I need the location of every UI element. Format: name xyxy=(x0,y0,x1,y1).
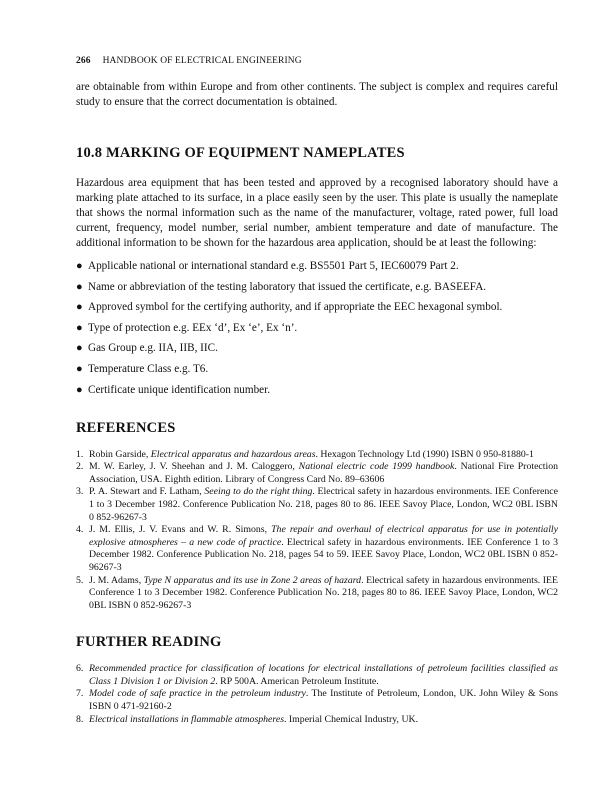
reference-details: . RP 500A. American Petroleum Institute. xyxy=(215,675,379,687)
reference-item xyxy=(76,663,558,688)
reference-number: 4. xyxy=(76,524,84,536)
reference-authors: Robin Garside, xyxy=(89,448,151,460)
reference-authors: P. A. Stewart and F. Latham, xyxy=(89,486,205,498)
references-list xyxy=(76,449,558,613)
reference-item xyxy=(76,461,558,486)
reference-title: The repair and overhaul of electrical apparatus for use in potentially explosive atmospheres – a new code of practice xyxy=(89,524,558,548)
bullet-icon: ● xyxy=(76,280,83,293)
section-paragraph: Hazardous area equipment that has been tested and approved by a recognised laboratory should have a marking plate attached to its surface, in a place easily seen by the user. This plate is usually the nameplate that shows the normal information such as the name of the manufacturer, voltage, rated power, full load current, frequency, model number, serial number, ambient temperature and date of manufacture. The additional information to be shown for the hazardous area application, should be at least the following: xyxy=(76,177,558,249)
list-item xyxy=(76,362,558,377)
reference-title: Type N apparatus and its use in Zone 2 areas of hazard xyxy=(143,574,362,586)
reference-number: 6. xyxy=(76,663,84,675)
list-item xyxy=(76,341,558,356)
reference-title: Recommended practice for classification of locations for electrical installations of petroleum facilities classified as Class 1 Division 1 or Division 2 xyxy=(89,663,558,687)
running-header xyxy=(76,56,558,66)
reference-number: 3. xyxy=(76,486,84,498)
list-item-text: Temperature Class e.g. T6. xyxy=(88,362,209,375)
reference-number: 8. xyxy=(76,713,84,725)
list-item-text: Name or abbreviation of the testing laboratory that issued the certificate, e.g. BASEEFA. xyxy=(88,280,487,293)
section-heading: 10.8 MARKING OF EQUIPMENT NAMEPLATES xyxy=(76,145,405,161)
list-item xyxy=(76,280,558,295)
bullet-icon: ● xyxy=(76,342,83,355)
reference-number: 5. xyxy=(76,574,84,586)
reference-details: . Electrical safety in hazardous environments. IEE Conference 1 to 3 December 1982. Conference Publication No. 218, pages 80 to 86. IEEE Savoy Place, London, WC2 0BL ISBN 0 852-96267-3 xyxy=(89,486,558,523)
reference-item xyxy=(76,486,558,524)
references-heading: REFERENCES xyxy=(76,419,176,436)
reference-number: 7. xyxy=(76,688,84,700)
reference-details: . Electrical safety in hazardous environments. IEE Conference 1 to 3 December 1982. Conference Publication No. 218, pages 54 to 59. IEEE Savoy Place, London, WC2 0BL ISBN 0 852-96267-3 xyxy=(89,536,558,573)
reference-number: 1. xyxy=(76,448,84,460)
bullet-icon: ● xyxy=(76,301,83,314)
reference-details: . National Fire Protection Association, USA. Eighth edition. Library of Congress Card No. 89–63606 xyxy=(89,461,559,485)
reference-number: 2. xyxy=(76,461,84,473)
list-item xyxy=(76,300,558,315)
requirements-list xyxy=(76,259,558,398)
list-item-text: Certificate unique identification number. xyxy=(88,383,271,396)
reference-title: Seeing to do the right thing xyxy=(204,486,313,498)
reference-authors: J. M. Adams, xyxy=(89,574,144,586)
reference-item xyxy=(76,688,558,713)
reference-title: Model code of safe practice in the petroleum industry xyxy=(89,688,306,700)
reference-title: National electric code 1999 handbook xyxy=(298,461,455,473)
bullet-icon: ● xyxy=(76,362,83,375)
list-item-text: Gas Group e.g. IIA, IIB, IIC. xyxy=(88,342,218,355)
reference-item xyxy=(76,449,558,462)
reference-title: Electrical installations in flammable atmospheres xyxy=(89,713,285,725)
reference-title: Electrical apparatus and hazardous areas xyxy=(150,448,316,460)
reference-authors: M. W. Earley, J. V. Sheehan and J. M. Caloggero, xyxy=(89,461,299,473)
list-item xyxy=(76,383,558,398)
page-number: 266 xyxy=(76,56,91,66)
further-reading-list xyxy=(76,663,558,726)
list-item-text: Type of protection e.g. EEx ‘d’, Ex ‘e’, Ex ‘n’. xyxy=(88,321,298,334)
reference-details: . Hexagon Technology Ltd (1990) ISBN 0 950-81880-1 xyxy=(315,448,534,460)
running-title: HANDBOOK OF ELECTRICAL ENGINEERING xyxy=(102,56,302,66)
bullet-icon: ● xyxy=(76,260,83,272)
list-item-text: Applicable national or international standard e.g. BS5501 Part 5, IEC60079 Part 2. xyxy=(88,260,459,272)
reference-item xyxy=(76,714,558,727)
further-reading-heading: FURTHER READING xyxy=(76,634,222,651)
reference-details: . Electrical safety in hazardous environments. IEE Conference 1 to 3 December 1982. Conference Publication No. 218, pages 80 to 86. IEEE Savoy Place, London, WC2 0BL ISBN 0 852-96267-3 xyxy=(89,574,558,611)
reference-authors: J. M. Ellis, J. V. Evans and W. R. Simons, xyxy=(89,524,272,536)
bullet-icon: ● xyxy=(76,321,83,334)
book-page xyxy=(76,56,558,726)
list-item-text: Approved symbol for the certifying authority, and if appropriate the EEC hexagonal symbol. xyxy=(88,301,503,314)
bullet-icon: ● xyxy=(76,383,83,396)
reference-item xyxy=(76,575,558,613)
reference-details: . The Institute of Petroleum, London, UK. John Wiley & Sons ISBN 0 471-92160-2 xyxy=(89,688,558,713)
reference-item xyxy=(76,524,558,574)
list-item xyxy=(76,321,558,336)
reference-details: . Imperial Chemical Industry, UK. xyxy=(284,713,419,725)
intro-paragraph: are obtainable from within Europe and from other continents. The subject is complex and requires careful study to ensure that the correct documentation is obtained. xyxy=(76,81,558,108)
list-item xyxy=(76,259,558,274)
